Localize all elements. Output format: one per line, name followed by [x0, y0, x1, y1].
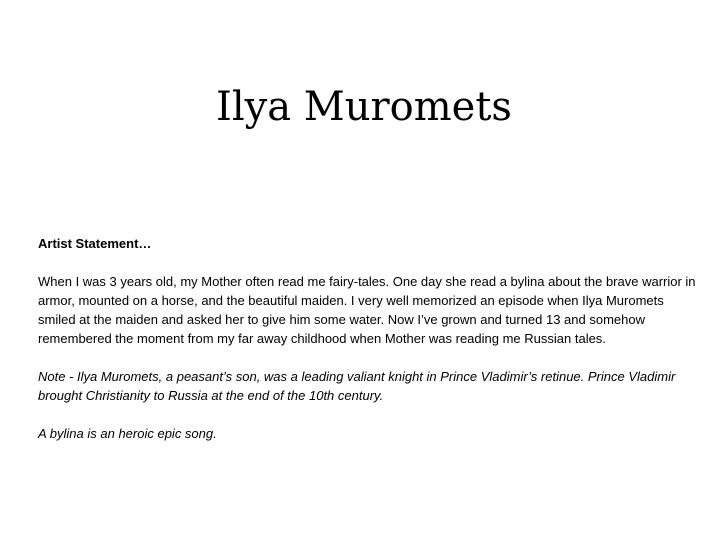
note-paragraph: Note - Ilya Muromets, a peasant’s son, was a leading valiant knight in Prince Vladimir’s retinue. Prince Vladimir brought Christianity to Russia at the end of the 10th century.: [38, 369, 676, 403]
artist-statement-heading: Artist Statement…: [38, 236, 152, 251]
definition-paragraph: A bylina is an heroic epic song.: [38, 426, 217, 441]
statement-paragraph: When I was 3 years old, my Mother often read me fairy-tales. One day she read a bylina about the brave warrior in armor, mounted on a horse, and the beautiful maiden. I very well memorized an episode when Ilya Muromets smiled at the maiden and asked her to give him some water. Now I’ve grown and turned 13 and somehow remembered the moment from my far away childhood when Mother was reading me Russian tales.: [38, 274, 696, 346]
page-title: Ilya Muromets: [216, 84, 512, 130]
statement-body: [38, 234, 698, 462]
